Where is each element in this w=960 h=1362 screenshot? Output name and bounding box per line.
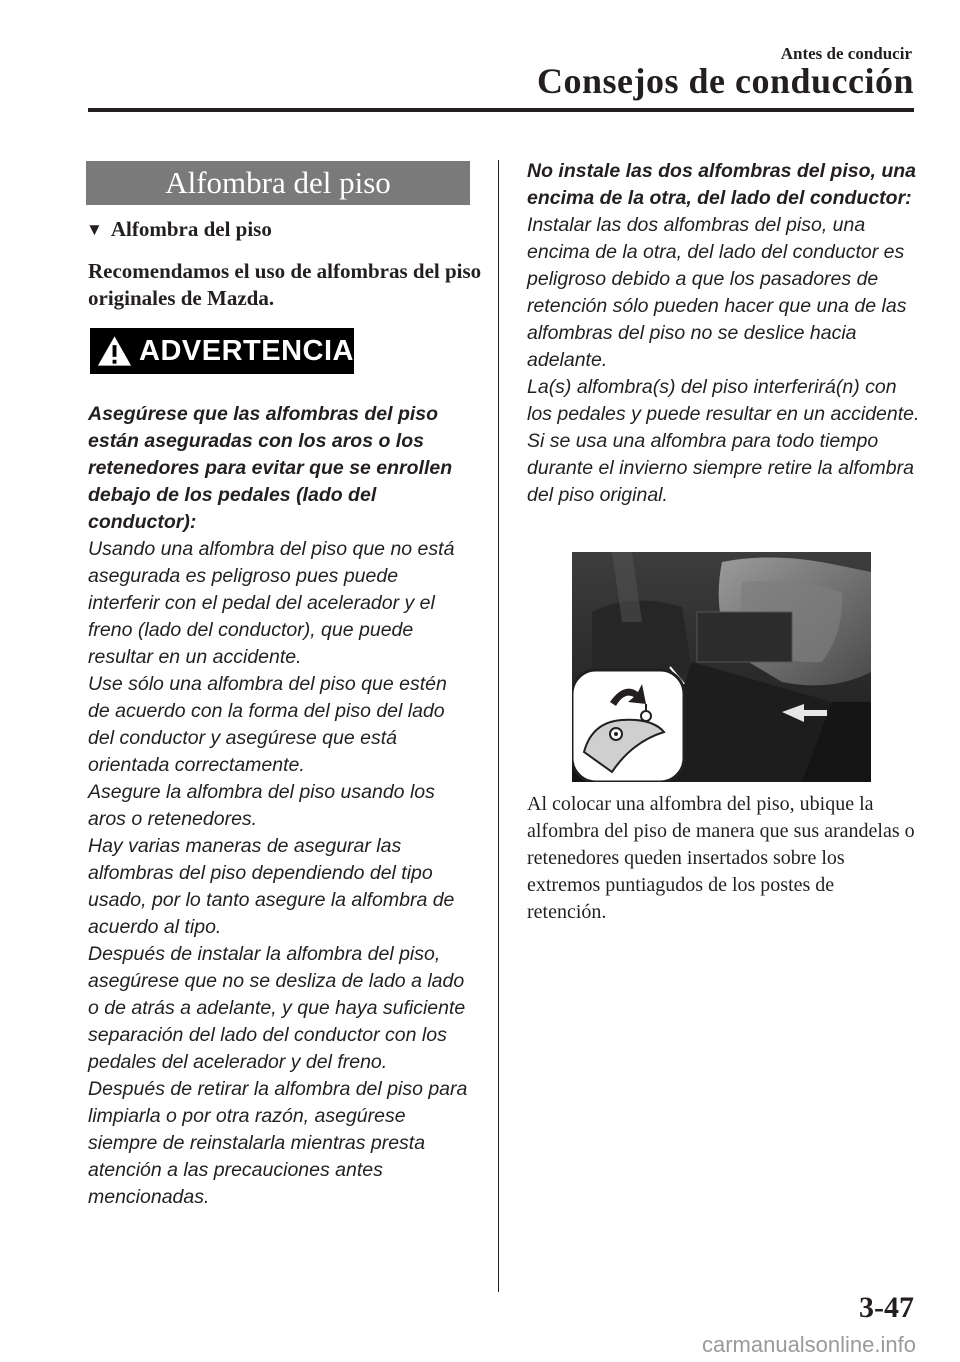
header-rule — [88, 108, 914, 112]
section-title-banner: Alfombra del piso — [86, 161, 470, 205]
left-warning-block — [88, 401, 472, 1211]
down-triangle-icon: ▼ — [86, 219, 103, 239]
right-warning-body: Instalar las dos alfombras del piso, una encima de la otra, del lado del conductor es peligroso debido a que los pasadores de retención sólo pueden hacer que una de las alfombras del piso no se deslice hacia adelante. La(s) alfombra(s) del piso interferirá(n) con los pedales y puede resultar en un accidente. Si se usa una alfombra para todo tiempo durante el invierno siempre retire la alfombra del piso original. — [527, 214, 920, 506]
column-divider — [498, 160, 499, 1292]
page-title: Consejos de conducción — [536, 61, 914, 101]
right-warning-heading: No instale las dos alfombras del piso, una encima de la otra, del lado del conductor: — [527, 160, 917, 209]
floor-mat-illustration — [572, 552, 871, 782]
warning-label-text: ADVERTENCIA — [139, 334, 354, 367]
page-number: 3-47 — [859, 1291, 914, 1324]
left-warning-body: Usando una alfombra del piso que no está asegurada es peligroso pues puede interferir con el pedal del acelerador y el freno (lado del conductor), que puede resultar en un accidente. Use sólo una alfombra del piso que estén de acuerdo con la forma del piso del lado del conductor y asegúrese que está orientada correctamente. Asegure la alfombra del piso usando los aros o retenedores. Hay varias maneras de asegurar las alfombras del piso dependiendo del tipo usado, por lo tanto asegure la alfombra de acuerdo al tipo. Después de instalar la alfombra del piso, asegúrese que no se desliza de lado a lado o de atrás a adelante, y que haya suficiente separación del lado del conductor con los pedales del acelerador y del freno. Después de retirar la alfombra del piso para limpiarla o por otra razón, asegúrese siempre de reinstalarla mientras presta atención a las precauciones antes mencionadas. — [88, 538, 468, 1208]
right-warning-block — [527, 158, 923, 509]
image-caption: Al colocar una alfombra del piso, ubique la alfombra del piso de manera que sus arandelas o retenedores queden insertados sobre los extremos puntiagudos de los postes de retención. — [527, 793, 915, 923]
header-section: Antes de conducir — [780, 44, 912, 63]
left-warning-heading: Asegúrese que las alfombras del piso están aseguradas con los aros o los retenedores para evitar que se enrollen debajo de los pedales (lado del conductor): — [88, 403, 453, 533]
watermark: carmanualsonline.info — [701, 1332, 916, 1357]
sub-heading — [86, 217, 272, 242]
warning-triangle-icon — [96, 334, 133, 368]
intro-paragraph: Recomendamos el uso de alfombras del piso originales de Mazda. — [88, 259, 482, 310]
sub-heading-text: Alfombra del piso — [110, 217, 272, 241]
warning-label — [90, 328, 354, 374]
